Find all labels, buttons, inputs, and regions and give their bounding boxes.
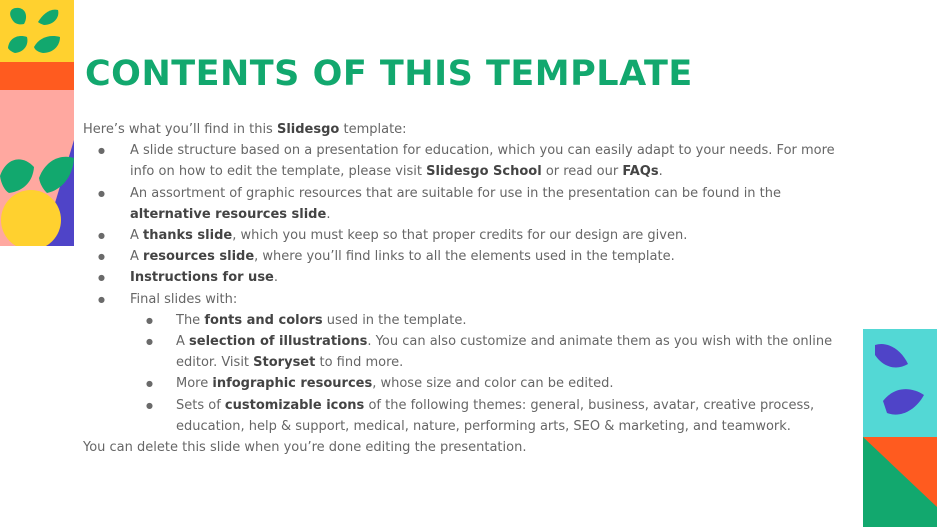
left-yellow-block	[0, 0, 74, 62]
final-slides-sublist	[130, 310, 863, 437]
bullet-strong: Instructions for use	[130, 270, 274, 286]
bullet-text: An assortment of graphic resources that are suitable for use in the presentation can be found in the	[130, 185, 782, 201]
bullet-text: or read our	[541, 164, 623, 180]
bullet-text: Final slides with:	[130, 291, 238, 307]
bullet-strong: alternative resources slide	[130, 206, 327, 222]
subbullet-text: . You can also customize and animate them as you wish with the online editor. Visit	[176, 334, 833, 371]
left-orange-stripe	[0, 62, 74, 90]
subbullet-text: to find more.	[315, 355, 404, 371]
outro-text: You can delete this slide when you’re done editing the presentation.	[83, 440, 527, 456]
bullet-text: .	[658, 164, 663, 180]
left-decoration	[0, 0, 74, 246]
bullet-text: , which you must keep so that proper credits for our design are given.	[232, 228, 688, 244]
subbullet-strong: customizable icons	[224, 397, 365, 413]
bullet-slide-structure	[83, 140, 863, 182]
subbullet-text: A	[176, 334, 190, 350]
subbullet-strong: Storyset	[253, 355, 316, 371]
contents-list	[83, 119, 863, 458]
bullet-final-slides	[83, 289, 863, 437]
subbullet-text: Sets of	[176, 397, 225, 413]
bullet-text: A slide structure based on a presentation for education, which you can easily adapt to your needs. For more info on how to edit the template, please visit	[130, 143, 835, 180]
subbullet-text: of the following themes: general, business, avatar, creative process, education, help & support, medical, nature, performing arts, SEO & marketing, and teamwork.	[176, 397, 815, 434]
subbullet-text: , whose size and color can be edited.	[372, 376, 614, 392]
subbullet-text: used in the template.	[322, 312, 467, 328]
subbullet-fonts-colors	[130, 310, 863, 331]
subbullet-icons	[130, 395, 863, 437]
bullet-strong: Slidesgo School	[426, 164, 542, 180]
bullet-text: , where you’ll find links to all the elements used in the template.	[254, 249, 675, 265]
subbullet-strong: infographic resources	[212, 376, 373, 392]
bullet-strong: FAQs	[622, 164, 659, 180]
bullet-graphic-resources	[83, 183, 863, 225]
bullet-thanks-slide	[83, 225, 863, 246]
intro-strong: Slidesgo	[276, 122, 340, 137]
subbullet-strong: selection of illustrations	[189, 334, 368, 350]
intro-before: Here’s what you’ll find in this	[83, 122, 277, 137]
bullet-text: .	[273, 270, 279, 286]
intro-after: template:	[339, 122, 407, 137]
bullet-strong: thanks slide	[143, 228, 233, 244]
subbullet-infographics	[130, 373, 863, 394]
right-cyan-block	[863, 329, 937, 437]
bullet-text: A	[130, 228, 144, 244]
main-bullet-list	[83, 140, 863, 437]
subbullet-text: The	[176, 312, 205, 328]
subbullet-text: More	[176, 376, 213, 392]
bullet-text: A	[130, 249, 144, 265]
right-decoration	[863, 329, 937, 527]
subbullet-illustrations	[130, 331, 863, 373]
bullet-resources-slide	[83, 246, 863, 267]
intro-text	[83, 119, 863, 140]
subbullet-strong: fonts and colors	[204, 312, 323, 328]
bullet-strong: resources slide	[143, 249, 255, 265]
bullet-instructions	[83, 267, 863, 288]
bullet-text: .	[326, 206, 331, 222]
page-title: CONTENTS OF THIS TEMPLATE	[85, 54, 693, 94]
